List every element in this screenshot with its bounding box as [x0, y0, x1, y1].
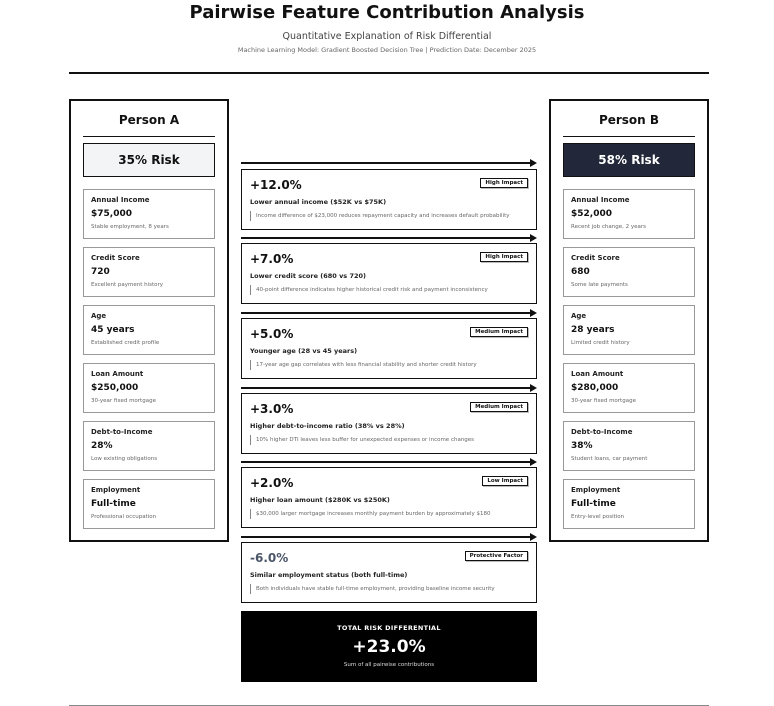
arrow-right-icon — [530, 159, 537, 167]
feature-note: Student loans, car payment — [571, 456, 648, 462]
person-b-risk: 58% Risk — [563, 143, 695, 177]
contribution-value: +5.0% — [250, 327, 294, 341]
contribution-title: Lower credit score (680 vs 720) — [250, 272, 366, 280]
feature-value: 28 years — [571, 325, 615, 335]
flow-arrow-3 — [241, 309, 537, 317]
contribution-card-age — [241, 318, 537, 379]
feature-label: Annual Income — [571, 196, 630, 204]
contribution-title: Higher debt-to-income ratio (38% vs 28%) — [250, 422, 405, 430]
feature-label: Debt-to-Income — [91, 428, 153, 436]
feature-label: Credit Score — [91, 254, 140, 262]
feature-value: $280,000 — [571, 383, 619, 393]
feature-value: 680 — [571, 267, 590, 277]
contribution-card-loan-amount — [241, 467, 537, 528]
page-title: Pairwise Feature Contribution Analysis — [189, 2, 585, 23]
feature-note: Low existing obligations — [91, 456, 158, 462]
feature-note: Some late payments — [571, 282, 628, 288]
feature-value: $52,000 — [571, 209, 612, 219]
person-a-feature-credit-score — [83, 247, 215, 297]
feature-value: Full-time — [571, 499, 616, 509]
contribution-title: Younger age (28 vs 45 years) — [250, 347, 358, 355]
feature-note: Entry-level position — [571, 514, 625, 520]
person-a-feature-dti — [83, 421, 215, 471]
person-a-card — [69, 99, 229, 542]
feature-value: $75,000 — [91, 209, 132, 219]
feature-label: Loan Amount — [571, 370, 624, 378]
arrow-right-icon — [530, 309, 537, 317]
contribution-value: -6.0% — [250, 551, 289, 565]
contribution-card-dti — [241, 393, 537, 454]
person-b-card — [549, 99, 709, 542]
arrow-right-icon — [530, 384, 537, 392]
contribution-value: +2.0% — [250, 476, 294, 490]
arrow-right-icon — [530, 234, 537, 242]
feature-label: Annual Income — [91, 196, 150, 204]
flow-arrow-1 — [241, 159, 537, 167]
total-risk-differential — [241, 611, 537, 682]
feature-value: 28% — [91, 441, 113, 451]
person-a-risk: 35% Risk — [83, 143, 215, 177]
contribution-value: +12.0% — [250, 178, 302, 192]
feature-label: Debt-to-Income — [571, 428, 633, 436]
person-b-feature-income — [563, 189, 695, 239]
contribution-description: Both individuals have stable full-time employment, providing baseline income security — [250, 584, 495, 594]
total-value: +23.0% — [352, 637, 426, 657]
feature-note: Stable employment, 8 years — [91, 224, 169, 230]
flow-arrow-4 — [241, 384, 537, 392]
feature-label: Age — [91, 312, 107, 320]
impact-badge: High Impact — [480, 178, 528, 188]
feature-label: Employment — [571, 486, 621, 494]
contribution-description: 40-point difference indicates higher historical credit risk and payment inconsistency — [250, 285, 488, 295]
feature-label: Credit Score — [571, 254, 620, 262]
flow-arrow-6 — [241, 533, 537, 541]
feature-value: Full-time — [91, 499, 136, 509]
feature-label: Age — [571, 312, 587, 320]
person-b-feature-credit-score — [563, 247, 695, 297]
person-b-feature-dti — [563, 421, 695, 471]
contribution-card-employment — [241, 542, 537, 603]
person-a-name: Person A — [83, 113, 215, 137]
feature-label: Employment — [91, 486, 141, 494]
person-a-feature-income — [83, 189, 215, 239]
contribution-card-income — [241, 169, 537, 230]
person-b-feature-age — [563, 305, 695, 355]
model-meta: Machine Learning Model: Gradient Boosted Decision Tree | Prediction Date: December 2025 — [237, 46, 537, 54]
contribution-title: Similar employment status (both full-time) — [250, 571, 408, 579]
feature-value: 720 — [91, 267, 110, 277]
person-b-feature-employment — [563, 479, 695, 529]
impact-badge: Low Impact — [482, 476, 528, 486]
feature-value: $250,000 — [91, 383, 139, 393]
flow-arrow-2 — [241, 234, 537, 242]
contribution-description: Income difference of $23,000 reduces repayment capacity and increases default probability — [250, 211, 510, 221]
person-a-feature-age — [83, 305, 215, 355]
feature-note: 30-year fixed mortgage — [571, 398, 636, 404]
total-subtext: Sum of all pairwise contributions — [343, 662, 435, 668]
page-subtitle: Quantitative Explanation of Risk Differential — [282, 31, 492, 42]
feature-note: 30-year fixed mortgage — [91, 398, 156, 404]
impact-badge: Medium Impact — [470, 327, 528, 337]
header-divider — [69, 72, 709, 74]
contribution-description: 10% higher DTI leaves less buffer for unexpected expenses or income changes — [250, 435, 474, 445]
contribution-description: 17-year age gap correlates with less financial stability and shorter credit history — [250, 360, 477, 370]
impact-badge: High Impact — [480, 252, 528, 262]
contribution-title: Higher loan amount ($280K vs $250K) — [250, 496, 390, 504]
flow-arrow-5 — [241, 458, 537, 466]
arrow-right-icon — [530, 533, 537, 541]
contribution-value: +7.0% — [250, 252, 294, 266]
impact-badge: Protective Factor — [465, 551, 528, 561]
feature-note: Professional occupation — [91, 514, 157, 520]
impact-badge: Medium Impact — [470, 402, 528, 412]
contribution-title: Lower annual income ($52K vs $75K) — [250, 198, 387, 206]
feature-value: 45 years — [91, 325, 135, 335]
feature-note: Limited credit history — [571, 340, 630, 346]
feature-note: Recent job change, 2 years — [571, 224, 647, 230]
contribution-value: +3.0% — [250, 402, 294, 416]
person-a-feature-loan-amount — [83, 363, 215, 413]
contribution-description: $30,000 larger mortgage increases monthly payment burden by approximately $180 — [250, 509, 491, 519]
contribution-card-credit-score — [241, 243, 537, 304]
person-a-feature-employment — [83, 479, 215, 529]
feature-note: Established credit profile — [91, 340, 160, 346]
feature-note: Excellent payment history — [91, 282, 164, 288]
feature-value: 38% — [571, 441, 593, 451]
arrow-right-icon — [530, 458, 537, 466]
total-label: TOTAL RISK DIFFERENTIAL — [337, 624, 441, 632]
person-b-feature-loan-amount — [563, 363, 695, 413]
person-b-name: Person B — [563, 113, 695, 137]
feature-label: Loan Amount — [91, 370, 144, 378]
